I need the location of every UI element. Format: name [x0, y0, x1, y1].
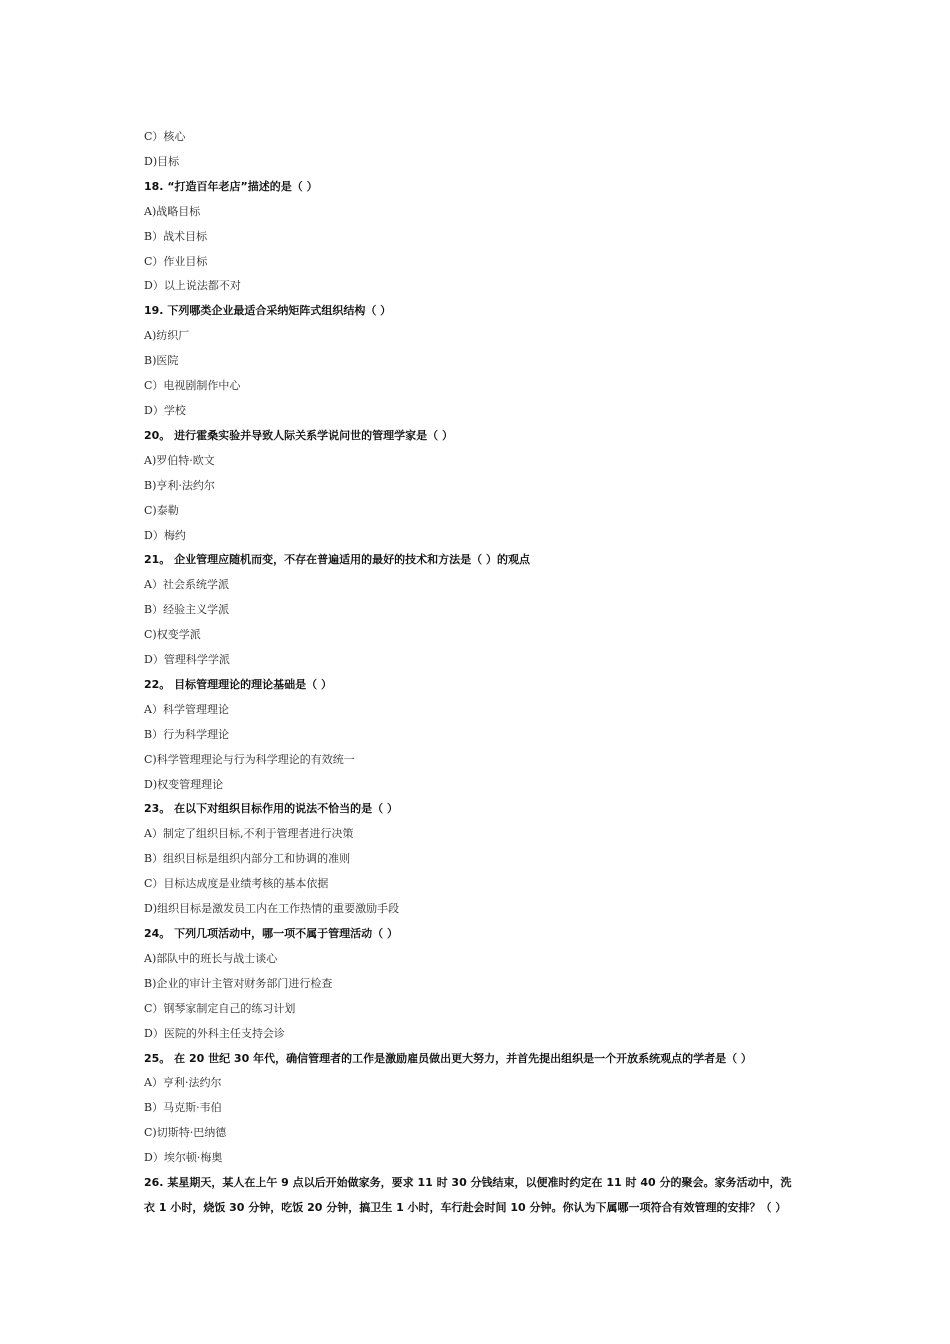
answer-option: A）社会系统学派 [144, 578, 229, 592]
question-stem: 25。 在 20 世纪 30 年代，确信管理者的工作是激励雇员做出更大努力，并首先提出组织是一个开放系统观点的学者是（ ） [144, 1051, 752, 1065]
answer-option: C)切斯特·巴纳德 [144, 1126, 227, 1140]
answer-option: B）行为科学理论 [144, 727, 230, 741]
answer-option: B)医院 [144, 354, 179, 368]
question-stem: 22。 目标管理理论的理论基础是（ ） [144, 677, 332, 691]
answer-option: A)部队中的班长与战士谈心 [144, 951, 278, 965]
answer-option: B）战术目标 [144, 229, 208, 243]
question-stem: 19. 下列哪类企业最适合采纳矩阵式组织结构（ ） [144, 304, 392, 318]
answer-option: A)战略目标 [144, 204, 201, 218]
answer-option: C）电视剧制作中心 [144, 379, 241, 393]
answer-option: B）马克斯·韦伯 [144, 1101, 222, 1115]
answer-option: A）科学管理理论 [144, 702, 229, 716]
answer-option: A)纺织厂 [144, 329, 190, 343]
answer-option: C）目标达成度是业绩考核的基本依据 [144, 877, 329, 891]
question-stem: 18. “打造百年老店”描述的是（ ） [144, 179, 318, 193]
answer-option: B)企业的审计主管对财务部门进行检查 [144, 976, 333, 990]
answer-option: D)权变管理理论 [144, 777, 224, 791]
question-stem: 20。 进行霍桑实验并导致人际关系学说问世的管理学家是（ ） [144, 428, 453, 442]
answer-option: D)组织目标是激发员工内在工作热情的重要激励手段 [144, 902, 400, 916]
answer-option: C)科学管理理论与行为科学理论的有效统一 [144, 752, 355, 766]
answer-option: A）制定了组织目标,不利于管理者进行决策 [144, 827, 354, 841]
answer-option: D）医院的外科主任支持会诊 [144, 1026, 285, 1040]
question-stem: 24。 下列几项活动中，哪一项不属于管理活动（ ） [144, 927, 398, 940]
answer-option: C）核心 [144, 130, 186, 143]
question-stem: 23。 在以下对组织目标作用的说法不恰当的是（ ） [144, 802, 398, 816]
question-list [144, 125, 809, 1171]
answer-option: A）亨利·法约尔 [144, 1076, 222, 1090]
answer-option: D）埃尔顿·梅奥 [144, 1151, 223, 1165]
answer-option: C)泰勒 [144, 503, 179, 517]
answer-option: D）以上说法都不对 [144, 279, 241, 293]
answer-option: D）管理科学学派 [144, 653, 230, 667]
question-stem: 21。 企业管理应随机而变，不存在普遍适用的最好的技术和方法是（ ）的观点 [144, 553, 530, 567]
answer-option: D）梅约 [144, 528, 186, 542]
answer-option: C）钢琴家制定自己的练习计划 [144, 1001, 296, 1015]
document-body [144, 125, 809, 1221]
question-26-line-1: 26. 某星期天，某人在上午 9 点以后开始做家务，要求 11 时 30 分钱结束，以便准时约定在 11 时 40 分的聚会。家务活动中，洗 [144, 1176, 792, 1190]
answer-option: A)罗伯特·欧文 [144, 453, 215, 467]
answer-option: D)目标 [144, 154, 180, 168]
answer-option: B）经验主义学派 [144, 603, 230, 617]
answer-option: B)亨利·法约尔 [144, 478, 215, 492]
answer-option: D）学校 [144, 403, 186, 417]
answer-option: B）组织目标是组织内部分工和协调的准则 [144, 852, 351, 866]
answer-option: C)权变学派 [144, 628, 201, 642]
question-26-line-2: 衣 1 小时，烧饭 30 分钟，吃饭 20 分钟，搞卫生 1 小时，车行赴会时间 10 分钟。你认为下属哪一项符合有效管理的安排？（ ） [144, 1200, 787, 1214]
answer-option: C）作业目标 [144, 254, 208, 268]
